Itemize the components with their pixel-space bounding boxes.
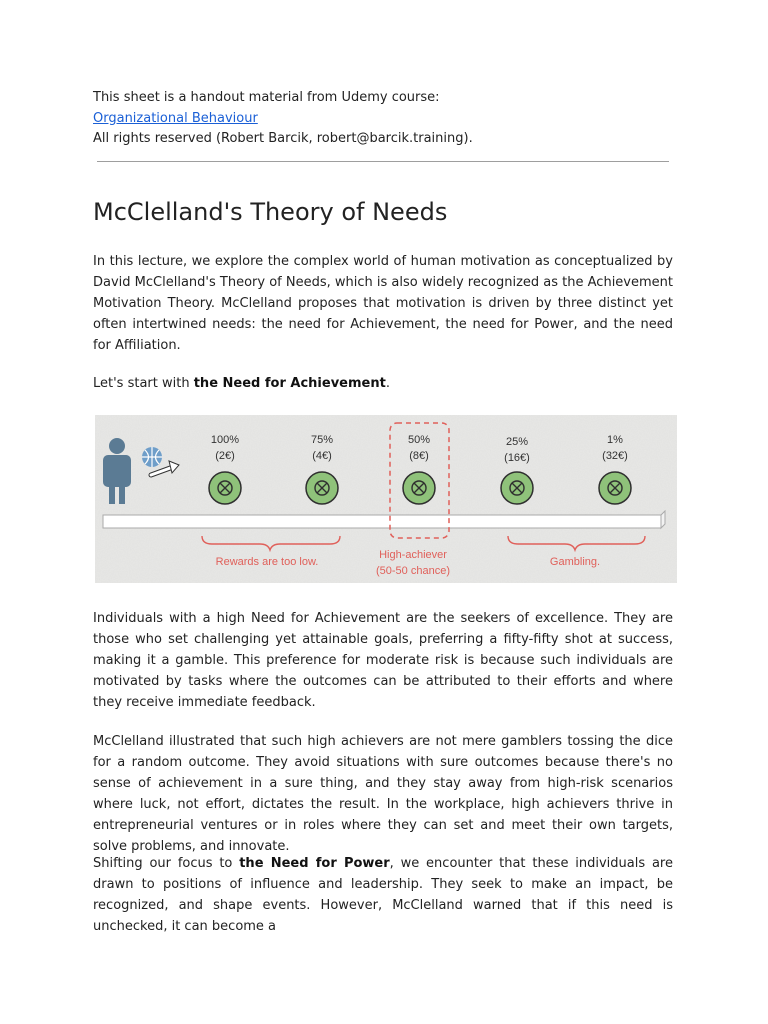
individuals-paragraph: Individuals with a high Need for Achievement are the seekers of excellence. They are those who set challenging yet attainable goals, preferring a fifty-fifty shot at success, making it a gamble. This preference for moderate risk is because such individuals are motivated by tasks where the outcomes can be attributed to their efforts and where they receive immediate feedback.	[93, 611, 673, 710]
handout-header	[93, 88, 673, 150]
shift-suffix: , we encounter that these individuals are drawn to positions of influence and leadership. They seek to make an impact, be recognized, and shape events. However, McClelland warned that if this need is unchecked, it can become a	[93, 856, 673, 934]
target-1-reward: (2€)	[215, 450, 235, 462]
label-rewards-too-low: Rewards are too low.	[215, 556, 319, 568]
page-title: McClelland's Theory of Needs	[93, 198, 448, 226]
label-high-achiever: High-achiever	[379, 549, 447, 561]
target-4-reward: (16€)	[504, 452, 530, 464]
target-5-chance: 1%	[607, 434, 623, 446]
lead-bold: the Need for Achievement	[193, 376, 386, 391]
label-gambling: Gambling.	[549, 556, 601, 568]
target-2-reward: (4€)	[312, 450, 332, 462]
header-divider	[97, 161, 669, 162]
target-1-chance: 100%	[210, 434, 240, 446]
shift-bold: the Need for Power	[239, 856, 390, 871]
power-paragraph	[93, 853, 673, 937]
lead-prefix: Let's start with	[93, 376, 194, 391]
achievement-figure	[95, 415, 677, 583]
course-link[interactable]: Organizational Behaviour	[93, 110, 258, 126]
label-fifty-fifty: (50-50 chance)	[376, 565, 450, 577]
header-intro-line: This sheet is a handout material from Udemy course:	[93, 90, 440, 105]
target-5-reward: (32€)	[602, 450, 628, 462]
target-3-reward: (8€)	[409, 450, 429, 462]
ball-icon	[142, 447, 162, 467]
mcclelland-paragraph: McClelland illustrated that such high achievers are not mere gamblers tossing the dice for a random outcome. They avoid situations with sure outcomes because there's no sense of achievement in a sure thing, and they stay away from high-risk scenarios where luck, not effort, dictates the result. In the workplace, high achievers thrive in entrepreneurial ventures or in roles where they can set and meet their own targets, solve problems, and innovate.	[93, 734, 673, 854]
target-3-chance: 50%	[407, 434, 431, 446]
shift-prefix: Shifting our focus to	[93, 856, 240, 871]
rights-line: All rights reserved (Robert Barcik, robert@barcik.training).	[93, 131, 473, 146]
target-2-chance: 75%	[310, 434, 334, 446]
intro-paragraph: In this lecture, we explore the complex world of human motivation as conceptualized by David McClelland's Theory of Needs, which is also widely recognized as the Achievement Motivation Theory. McClelland proposes that motivation is driven by three distinct yet often intertwined needs: the need for Achievement, the need for Power, and the need for Affiliation.	[93, 254, 673, 353]
target-4-chance: 25%	[505, 436, 529, 448]
lead-suffix: .	[385, 376, 390, 391]
lead-paragraph	[93, 373, 673, 394]
